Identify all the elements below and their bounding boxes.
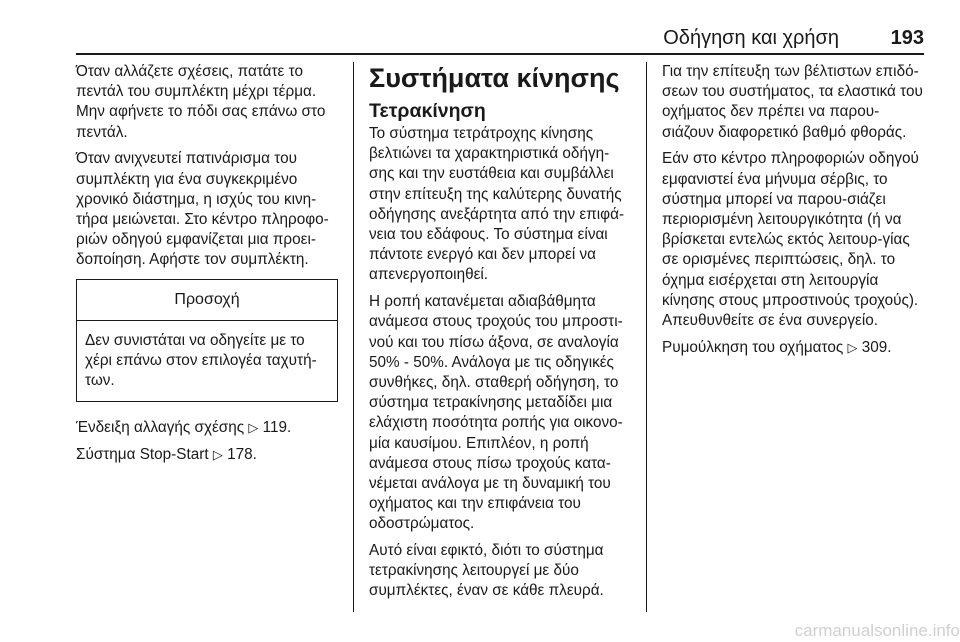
page-number: 193 <box>890 27 924 49</box>
reference-page: 309. <box>861 338 892 356</box>
column-left <box>76 62 338 472</box>
paragraph: Εάν στο κέντρο πληροφοριών οδηγού εμφανιστεί ένα μήνυμα σέρβις, το σύστημα μπορεί να παρου-σιάζει περιορισμένη λειτουργικότητα (ή να βρίσκεται εντελώς εκτός λειτουρ-γίας σε ορισμένες περιπτώσεις, δηλ. το όχημα εισέρχεται στη λειτουργία κίνησης στους μπροστινούς τροχούς). Απευθυνθείτε σε ένα συνεργείο. <box>662 150 919 329</box>
reference-text: Ρυμούλκηση του οχήματος <box>662 338 844 356</box>
section-title: Οδήγηση και χρήση <box>663 27 839 49</box>
page-ref-arrow-icon: ▷ <box>847 339 858 355</box>
paragraph: Όταν ανιχνευτεί πατινάρισμα του συμπλέκτη για ένα συγκεκριμένο χρονικό διάστημα, η ισχύς του κινη-τήρα μειώνεται. Στο κέντρο πληροφο-ριών οδηγού εμφανίζεται μια προει-δοποίηση. Αφήστε τον συμπλέκτη. <box>76 150 329 269</box>
notice-body: Δεν συνιστάται να οδηγείτε με το χέρι επάνω στον επιλογέα ταχυτή-των. <box>85 331 317 389</box>
column-middle <box>369 62 631 608</box>
page-header <box>76 26 924 50</box>
paragraph: Αυτό είναι εφικτό, διότι το σύστημα τετρακίνησης λειτουργεί με δύο συμπλέκτες, έναν σε κάθε πλευρά. <box>369 542 604 600</box>
column-divider <box>646 62 647 612</box>
paragraph: Για την επίτευξη των βέλτιστων επιδό-σεων του συστήματος, τα ελαστικά του οχήματος δεν πρέπει να παρου-σιάζουν διαφορετικό βαθμό φθοράς. <box>662 63 923 141</box>
cross-reference[interactable] <box>76 445 338 465</box>
watermark: carmanualsonline.info <box>794 621 960 640</box>
paragraph: Το σύστημα τετράτροχης κίνησης βελτιώνει τα χαρακτηριστικά οδήγη-σης και την ευστάθεια και συμβάλλει στην επίτευξη της καλύτερης δυνατής οδήγησης ανεξάρτητα από την επιφά-νεια του εδάφους. Το σύστημα είναι πάντοτε ενεργό και δεν μπορεί να απενεργοποιηθεί. <box>369 125 625 284</box>
page-ref-arrow-icon: ▷ <box>248 420 259 436</box>
notice-box <box>76 279 338 403</box>
paragraph: Όταν αλλάζετε σχέσεις, πατάτε το πεντάλ του συμπλέκτη μέχρι τέρμα. Μην αφήνετε το πόδι σας επάνω στο πεντάλ. <box>76 63 326 141</box>
cross-reference[interactable] <box>662 338 924 358</box>
subsection-heading: Τετρακίνηση <box>369 100 486 122</box>
reference-page: 178. <box>227 445 257 463</box>
reference-text: Σύστημα Stop-Start <box>76 445 209 463</box>
header-rule <box>76 53 924 55</box>
paragraph: Η ροπή κατανέμεται αδιαβάθμητα ανάμεσα στους τροχούς του μπροστι-νού και του πίσω άξονα, σε αναλογία 50% - 50%. Ανάλογα με τις οδηγικές συνθήκες, δηλ. σταθερή οδήγηση, το σύστημα τετρακίνησης μεταδίδει μια ελάχιστη ποσότητα ροπής για οικονο-μία καυσίμου. Επιπλέον, η ροπή ανάμεσα στους πίσω τροχούς κατα-νέμεται ανάλογα με τη δυναμική του οχήματος και την επιφάνεια του οδοστρώματος. <box>369 293 623 533</box>
cross-reference[interactable] <box>76 418 338 438</box>
page-ref-arrow-icon: ▷ <box>212 446 223 462</box>
reference-page: 119. <box>262 419 292 437</box>
notice-title: Προσοχή <box>77 280 337 321</box>
section-heading: Συστήματα κίνησης <box>369 63 620 93</box>
column-right <box>662 62 924 364</box>
column-divider <box>353 62 354 612</box>
reference-text: Ένδειξη αλλαγής σχέσης <box>76 419 245 437</box>
